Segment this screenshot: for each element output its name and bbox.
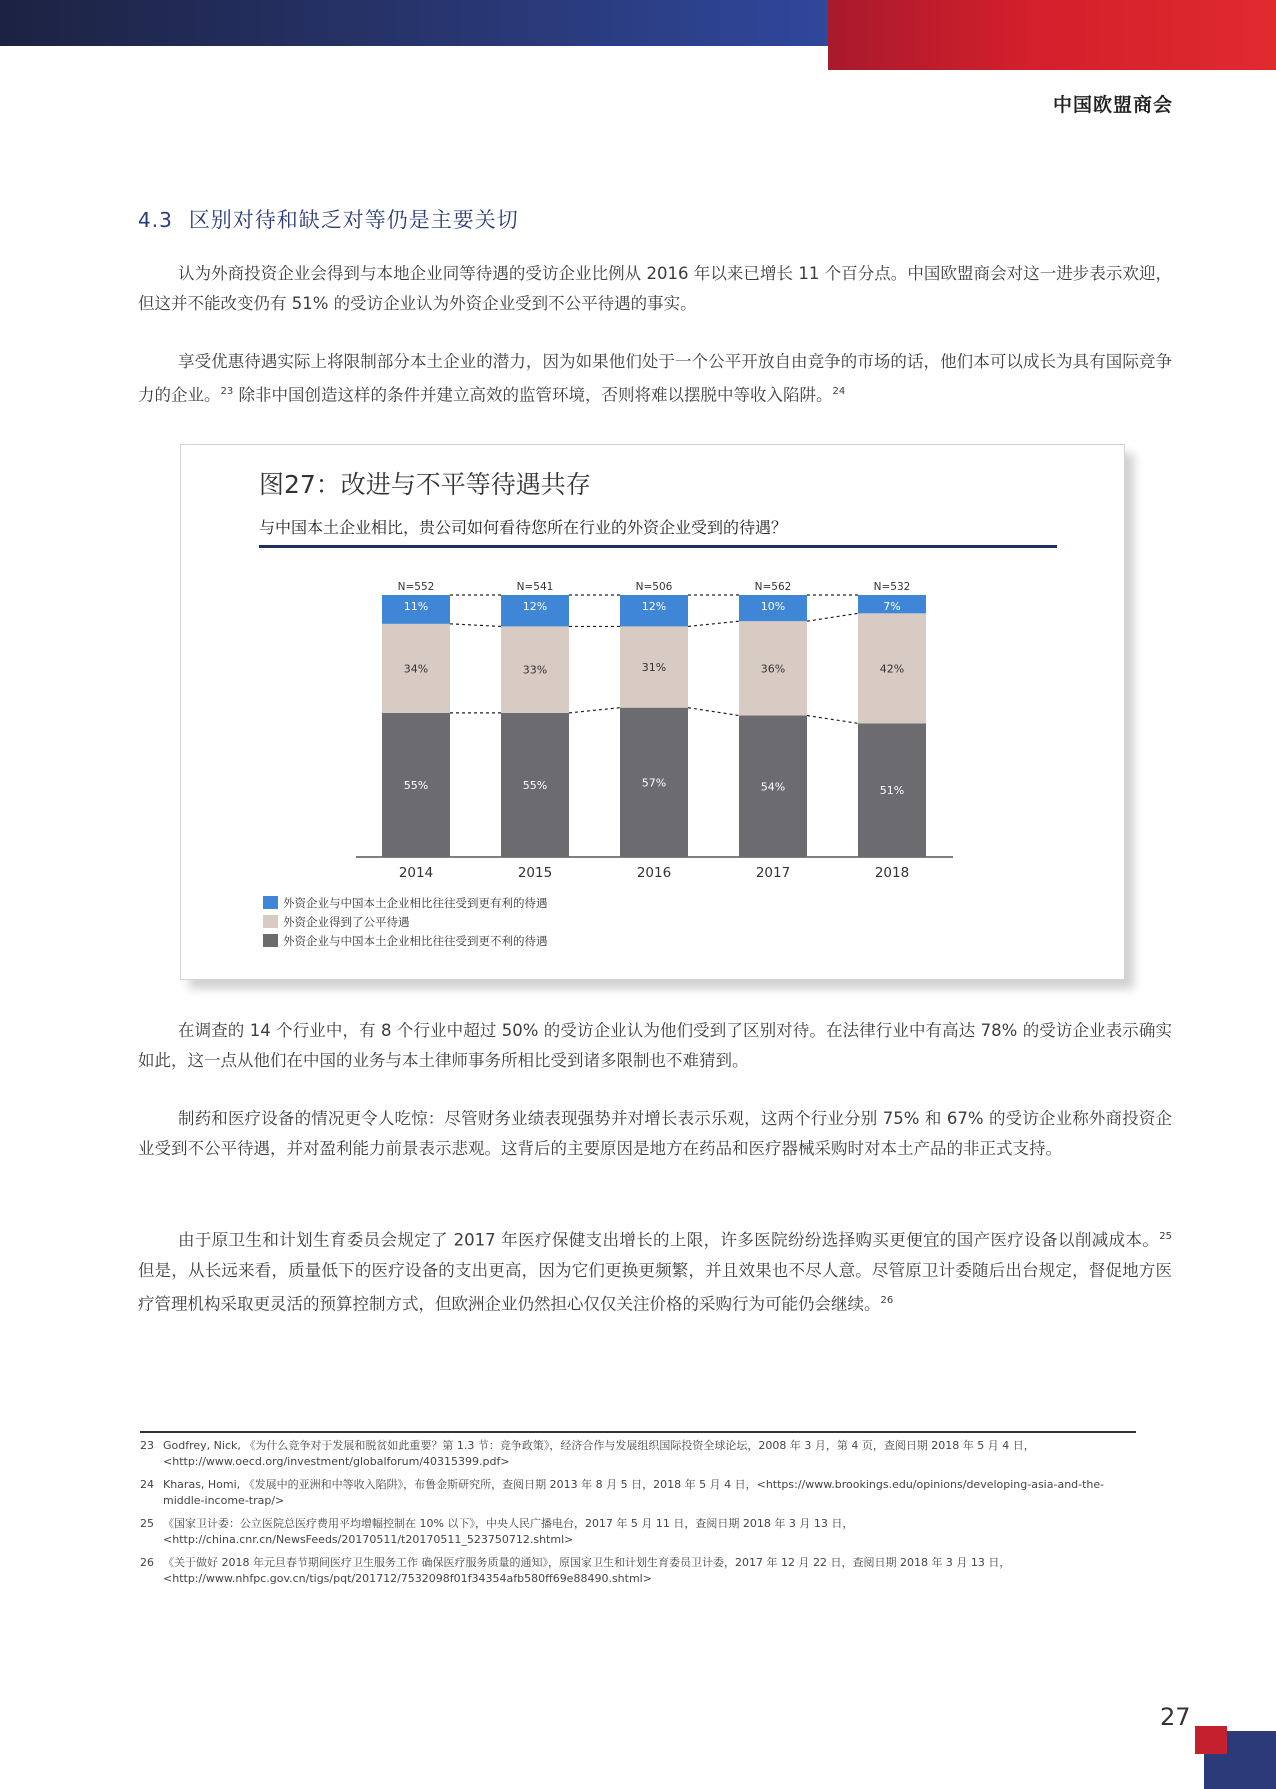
paragraph-2: [138, 347, 1172, 411]
chart-legend: [263, 893, 548, 950]
footnote-ref-26[interactable]: 26: [880, 1294, 894, 1306]
data-label: 57%: [641, 776, 667, 790]
data-label: 55%: [522, 778, 548, 792]
data-label: 33%: [522, 663, 548, 677]
x-tick-label: 2016: [636, 865, 672, 881]
connector-line: [569, 708, 620, 713]
data-label: 34%: [403, 662, 429, 676]
data-label: 10%: [760, 600, 786, 613]
connector-line: [450, 624, 501, 627]
footnote-number: 23: [140, 1439, 154, 1452]
legend-item: [263, 931, 548, 950]
footnote-25: [140, 1516, 1136, 1547]
data-label: 36%: [760, 662, 786, 676]
sample-size-label: N=506: [635, 581, 673, 593]
footnote-ref-25[interactable]: 25: [1159, 1231, 1172, 1242]
x-tick-label: 2018: [874, 865, 910, 881]
paragraph-5-part-2: 但是，从长远来看，质量低下的医疗设备的支出更高，因为它们更换更频繁，并且效果也不尽人意。尽管原卫计委随后出台规定，督促地方医疗管理机构采取更灵活的预算控制方式，但欧洲企业仍然担心仅仅关注价格的采购行为可能仍会继续。: [138, 1260, 1172, 1313]
paragraph-2-part-1: 享受优惠待遇实际上将限制部分本土企业的潜力，因为如果他们处于一个公平开放自由竞争的市场的话，他们本可以成长为具有国际竞争力的企业。: [138, 352, 1172, 405]
data-label: 11%: [403, 600, 429, 613]
paragraph-1: 认为外商投资企业会得到与本地企业同等待遇的受访企业比例从 2016 年以来已增长 11 个百分点。中国欧盟商会对这一进步表示欢迎，但这并不能改变仍有 51% 的受访企业认为外资企业受到不公平待遇的事实。: [138, 264, 1172, 313]
organization-name: 中国欧盟商会: [1052, 94, 1173, 116]
sample-size-label: N=552: [397, 581, 435, 593]
section-number: 4.3: [138, 208, 173, 232]
footnote-26: [140, 1555, 1136, 1586]
header-band-navy: [0, 0, 828, 46]
footnote-text[interactable]: Godfrey, Nick, 《为什么竞争对于发展和脱贫如此重要？第 1.3 节：竞争政策》，经济合作与发展组织国际投资全球论坛，2008 年 3 月，第 4 页，查阅日期 2018 年 5 月 4 日，<http://www.oecd.org/investment/globalforum/40315399.pdf>: [163, 1439, 1035, 1468]
legend-item: [263, 893, 548, 912]
figure-question: 与中国本土企业相比，贵公司如何看待您所在行业的外资企业受到的待遇？: [259, 518, 788, 537]
legend-label: 外资企业与中国本土企业相比往往受到更有利的待遇: [283, 895, 548, 910]
connector-line: [688, 621, 739, 626]
x-tick-label: 2015: [517, 865, 553, 881]
footnotes: [140, 1431, 1136, 1594]
footnote-23: [140, 1438, 1136, 1469]
legend-swatch: [263, 915, 278, 928]
legend-swatch: [263, 934, 278, 947]
data-label: 55%: [403, 778, 429, 792]
legend-item: [263, 912, 548, 931]
data-label: 54%: [760, 780, 786, 794]
legend-swatch: [263, 896, 278, 909]
footnote-text[interactable]: 《国家卫计委：公立医院总医疗费用平均增幅控制在 10% 以下》，中央人民广播电台，2017 年 5 月 11 日，查阅日期 2018 年 3 月 13 日，<http://china.cnr.cn/NewsFeeds/20170511/t20170511_523750712.shtml>: [163, 1517, 854, 1546]
paragraph-5: [138, 1222, 1172, 1319]
header-band-red: [828, 0, 1276, 70]
sample-size-label: N=532: [873, 581, 911, 593]
footnote-number: 24: [140, 1478, 154, 1491]
figure-27: [180, 444, 1125, 980]
data-label: 12%: [641, 600, 667, 613]
connector-line: [807, 613, 858, 621]
sample-size-label: N=541: [516, 581, 554, 593]
footnote-rule: [140, 1431, 1136, 1433]
footnote-text[interactable]: Kharas, Homi, 《发展中的亚洲和中等收入陷阱》，布鲁金斯研究所，查阅日期 2013 年 8 月 5 日，2018 年 5 月 4 日，<https://www.brookings.edu/opinions/developing-asia-and-the-middle-income-trap/>: [163, 1478, 1105, 1507]
paragraph-2-part-2: 除非中国创造这样的条件并建立高效的监管环境，否则将难以摆脱中等收入陷阱。: [233, 385, 833, 405]
section-title: 区别对待和缺乏对等仍是主要关切: [188, 208, 519, 232]
data-label: 12%: [522, 600, 548, 613]
legend-label: 外资企业得到了公平待遇: [283, 914, 410, 929]
data-label: 51%: [879, 784, 905, 798]
figure-title: 图27：改进与不平等待遇共存: [259, 470, 591, 499]
paragraph-5-part-1: 由于原卫生和计划生育委员会规定了 2017 年医疗保健支出增长的上限，许多医院纷纷选择购买更便宜的国产医疗设备以削减成本。: [178, 1230, 1160, 1250]
data-label: 42%: [879, 662, 905, 676]
sample-size-label: N=562: [754, 581, 792, 593]
footnote-ref-24[interactable]: 24: [832, 386, 846, 397]
footnote-number: 25: [140, 1517, 154, 1530]
x-tick-label: 2014: [398, 865, 434, 881]
page-number: 27: [1160, 1703, 1191, 1731]
corner-block-red: [1195, 1726, 1227, 1754]
footnote-text[interactable]: 《关于做好 2018 年元旦春节期间医疗卫生服务工作 确保医疗服务质量的通知》，原国家卫生和计划生育委员卫计委，2017 年 12 月 22 日，查阅日期 2018 年 3 月 13 日，<http://www.nhfpc.gov.cn/tigs/pqt/201712/7532098f01f34354afb580ff69e88490.shtml>: [163, 1556, 1011, 1585]
connector-line: [807, 716, 858, 724]
footnote-ref-23[interactable]: 23: [220, 386, 234, 397]
legend-label: 外资企业与中国本土企业相比往往受到更不利的待遇: [283, 933, 548, 948]
x-tick-label: 2017: [755, 865, 791, 881]
data-label: 7%: [883, 600, 901, 613]
paragraph-3: 在调查的 14 个行业中，有 8 个行业中超过 50% 的受访企业认为他们受到了区别对待。在法律行业中有高达 78% 的受访企业表示确实如此，这一点从他们在中国的业务与本土律师事务所相比受到诸多限制也不难猜到。: [138, 1021, 1172, 1070]
section-heading: [138, 204, 519, 234]
footnote-24: [140, 1477, 1136, 1508]
data-label: 31%: [641, 661, 667, 675]
footnote-number: 26: [140, 1556, 154, 1569]
paragraph-4: 制药和医疗设备的情况更令人吃惊：尽管财务业绩表现强势并对增长表示乐观，这两个行业分别 75% 和 67% 的受访企业称外商投资企业受到不公平待遇，并对盈利能力前景表示悲观。这背后的主要原因是地方在药品和医疗器械采购时对本土产品的非正式支持。: [138, 1109, 1172, 1158]
connector-line: [688, 708, 739, 716]
